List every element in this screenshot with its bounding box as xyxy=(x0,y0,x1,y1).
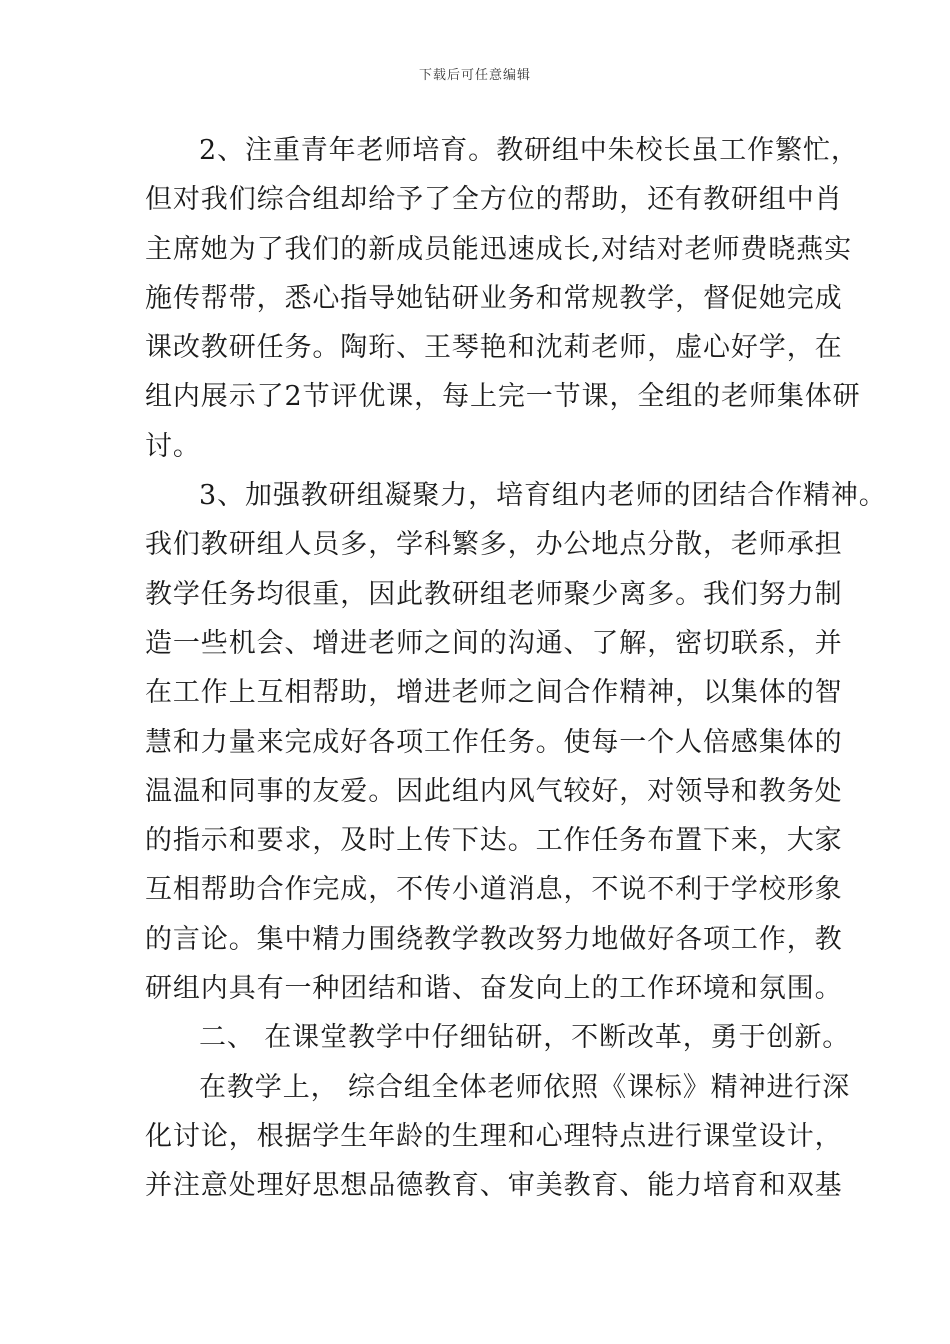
text-line: 研组内具有一种团结和谐、奋发向上的工作环境和氛围。 xyxy=(145,973,843,1005)
text-line: 讨。 xyxy=(145,430,201,462)
text-line: 造一些机会、增进老师之间的沟通、了解，密切联系，并 xyxy=(145,627,843,659)
text-line: 我们教研组人员多，学科繁多，办公地点分散，老师承担 xyxy=(145,529,843,561)
text-line: 在教学上， 综合组全体老师依照《课标》精神进行深 xyxy=(199,1071,851,1103)
text-line: 3、加强教研组凝聚力，培育组内老师的团结合作精神。 xyxy=(199,480,887,512)
text-line: 教学任务均很重，因此教研组老师聚少离多。我们努力制 xyxy=(145,578,843,610)
text-line: 课改教研任务。陶珩、王琴艳和沈莉老师，虚心好学，在 xyxy=(145,332,843,364)
text-line: 的指示和要求，及时上传下达。工作任务布置下来，大家 xyxy=(145,825,843,857)
text-line: 但对我们综合组却给予了全方位的帮助，还有教研组中肖 xyxy=(145,184,843,216)
text-line: 在工作上互相帮助，增进老师之间合作精神，以集体的智 xyxy=(145,677,843,709)
text-line: 并注意处理好思想品德教育、审美教育、能力培育和双基 xyxy=(145,1170,843,1202)
document-body xyxy=(0,126,950,1211)
page-header: 下载后可任意编辑 xyxy=(418,68,531,83)
text-line: 化讨论，根据学生年龄的生理和心理特点进行课堂设计， xyxy=(145,1120,843,1152)
text-line: 的言论。集中精力围绕教学教改努力地做好各项工作，教 xyxy=(145,923,843,955)
text-line: 施传帮带，悉心指导她钻研业务和常规教学，督促她完成 xyxy=(145,282,843,314)
text-line: 主席她为了我们的新成员能迅速成长,对结对老师费晓燕实 xyxy=(145,233,852,265)
text-line: 互相帮助合作完成，不传小道消息，不说不利于学校形象 xyxy=(145,874,843,906)
section-heading: 二、 在课堂教学中仔细钻研，不断改革，勇于创新。 xyxy=(199,1022,851,1054)
text-line: 2、注重青年老师培育。教研组中朱校长虽工作繁忙， xyxy=(199,135,859,166)
text-line: 温温和同事的友爱。因此组内风气较好，对领导和教务处 xyxy=(145,775,843,807)
text-line: 组内展示了2节评优课，每上完一节课，全组的老师集体研 xyxy=(145,381,861,413)
text-line: 慧和力量来完成好各项工作任务。使每一个人倍感集体的 xyxy=(145,726,843,758)
